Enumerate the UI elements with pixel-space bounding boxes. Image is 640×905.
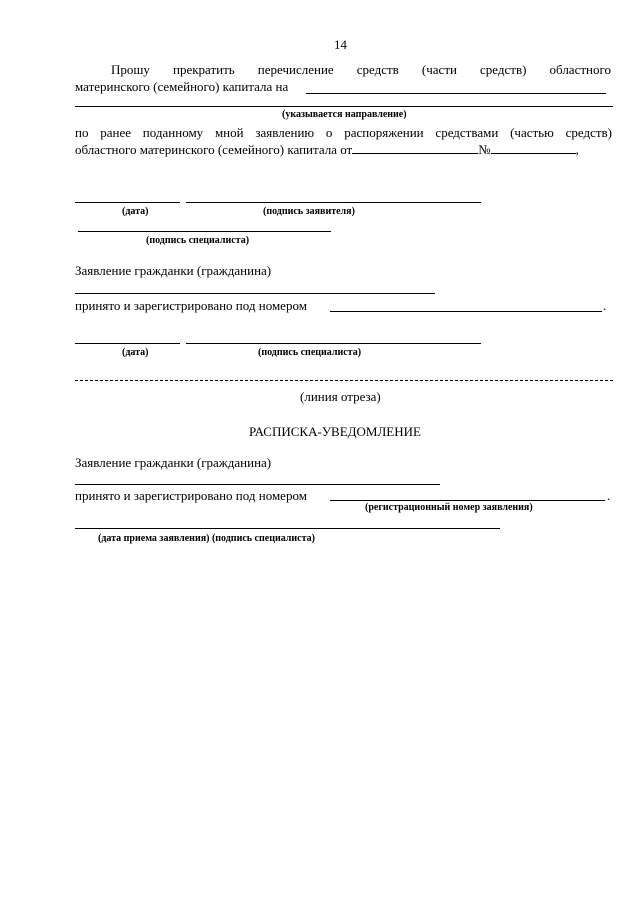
application-date-field[interactable] xyxy=(352,143,478,154)
direction-hint: (указывается направление) xyxy=(282,109,407,120)
receipt-citizen-name-field[interactable] xyxy=(75,484,440,485)
application-number-field[interactable] xyxy=(491,143,576,154)
cut-line xyxy=(75,380,613,381)
registration-date-caption: (дата) xyxy=(122,347,149,358)
direction-field-continued[interactable] xyxy=(75,106,613,107)
request-line-4 xyxy=(75,143,579,156)
number-sign: № xyxy=(478,142,491,157)
specialist-signature-caption: (подпись специалиста) xyxy=(146,235,250,246)
request-line-3: по ранее поданному мной заявлению о распоряжении средствами (частью средств) xyxy=(75,125,612,140)
citizen-name-field[interactable] xyxy=(75,293,435,294)
date-caption: (дата) xyxy=(122,206,149,217)
direction-field[interactable] xyxy=(306,93,606,94)
receipt-accepted-text: принято и зарегистрировано под номером xyxy=(75,488,307,503)
page-number: 14 xyxy=(334,37,347,52)
receipt-reg-number-caption: (регистрационный номер заявления) xyxy=(365,502,533,513)
registration-statement-label: Заявление гражданки (гражданина) xyxy=(75,263,272,278)
receipt-title: РАСПИСКА-УВЕДОМЛЕНИЕ xyxy=(249,424,421,439)
applicant-signature-field[interactable] xyxy=(186,202,481,203)
registration-specialist-signature-field[interactable] xyxy=(186,343,481,344)
request-line-4-text: областного материнского (семейного) капитала от xyxy=(75,142,353,157)
registration-number-field[interactable] xyxy=(330,311,602,312)
receipt-registration-number-field[interactable] xyxy=(330,500,605,501)
registration-accepted-text: принято и зарегистрировано под номером xyxy=(75,298,307,313)
registration-specialist-caption: (подпись специалиста) xyxy=(258,347,362,358)
registration-period: . xyxy=(603,298,607,313)
receipt-date-signature-field[interactable] xyxy=(75,528,500,529)
request-line-1: Прошу прекратить перечисление средств (части средств) областного xyxy=(111,62,611,77)
request-line-2: материнского (семейного) капитала на xyxy=(75,79,289,94)
receipt-date-signature-caption: (дата приема заявления) (подпись специалиста) xyxy=(98,533,315,544)
receipt-period: . xyxy=(607,488,611,503)
date-field[interactable] xyxy=(75,202,180,203)
registration-date-field[interactable] xyxy=(75,343,180,344)
receipt-statement-label: Заявление гражданки (гражданина) xyxy=(75,455,272,470)
applicant-signature-caption: (подпись заявителя) xyxy=(263,206,355,217)
line-comma: , xyxy=(575,142,579,157)
cut-line-label: (линия отреза) xyxy=(300,389,381,404)
specialist-signature-field[interactable] xyxy=(78,231,331,232)
